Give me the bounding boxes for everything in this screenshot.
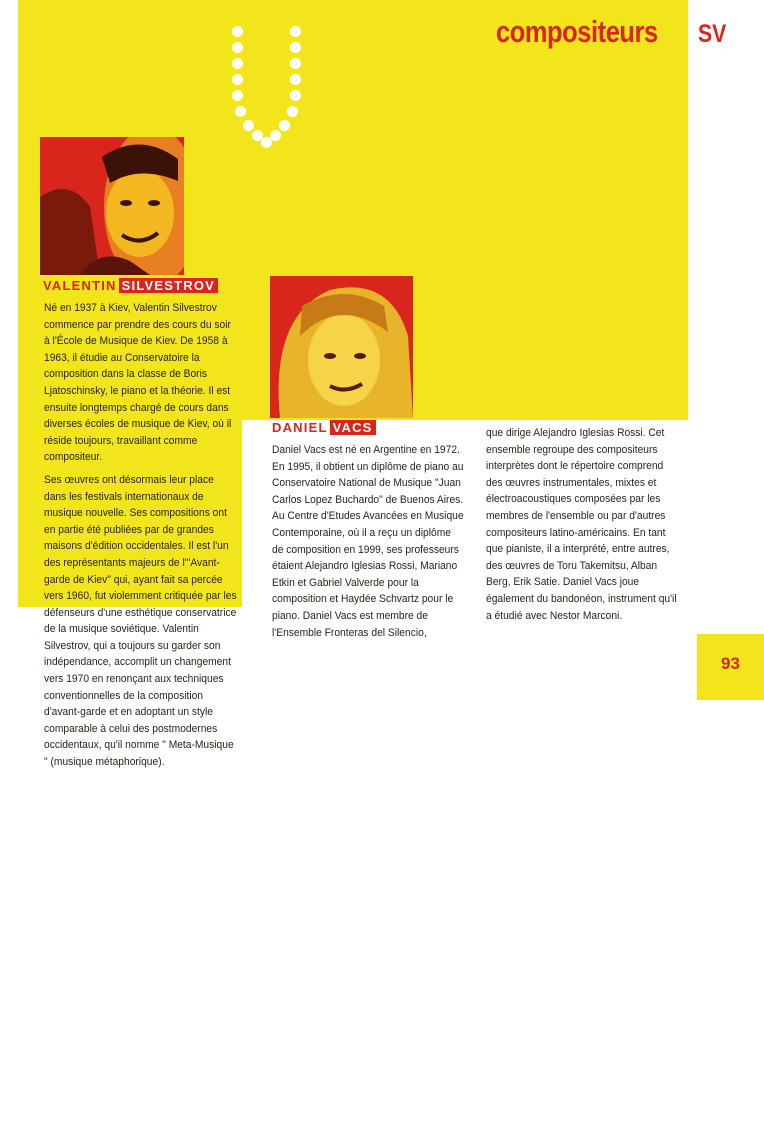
bio-silvestrov (44, 300, 238, 777)
portrait-image (270, 276, 413, 418)
composer-first-name: VALENTIN (43, 278, 117, 293)
bio-vacs-col-1: Daniel Vacs est né en Argentine en 1972. En 1995, il obtient un diplôme de piano au Conservatoire National de Musique "Juan Carlos Lopez Buchardo" de Buenos Aires. Au Centre d'Etudes Avancées en Musique Contemporaine, où il a reçu un diplôme de composition en 1999, ses professeurs étaient Alejandro Iglesias Rossi, Mariano Etkin et Gabriel Valverde pour la composition et Haydée Schvartz pour le piano. Daniel Vacs est membre de l'Ensemble Fronteras del Silencio, (272, 444, 464, 639)
page-title: compositeurs (496, 14, 658, 49)
portrait-image (40, 137, 184, 275)
composer-last-name: SILVESTROV (119, 278, 218, 293)
bio-paragraph: Né en 1937 à Kiev, Valentin Silvestrov commence par prendre des cours du soir à l'École de Musique de Kiev. De 1958 à 1963, il étudie au Conservatoire la composition dans la classe de Boris Ljatoschinsky, le piano et la théorie. Il est ensuite longtemps chargé de cours dans diverses écoles de musique de Kiev, où il réside toujours, travaillant comme compositeur. (44, 302, 232, 464)
composer-first-name: DANIEL (272, 420, 328, 435)
composer-photo-silvestrov (40, 137, 184, 275)
section-code: SV (698, 20, 727, 48)
composer-last-name: VACS (330, 420, 376, 435)
bio-paragraph: Ses œuvres ont désormais leur place dans les festivals internationaux de musique nouvelle. Ses compositions ont en partie été publiées par de grandes maisons d'édition occidentales. Il est l'un des représentants majeurs de l'"Avant-garde de Kiev" qui, ayant fait sa percée vers 1960, fut violemment critiquée par les défenseurs d'une esthétique conservatrice de la musique soviétique. Valentin Silvestrov, qui a toujours su garder son indépendance, accomplit un changement vers 1970 en renonçant aux techniques conventionnelles de la composition d'avant-garde et en adoptant un style comparable à celui des postmodernes occidentaux, qu'il nomme " Meta-Musique " (musique métaphorique). (44, 473, 237, 769)
composer-name-vacs (272, 420, 376, 435)
composer-name-silvestrov (43, 278, 218, 293)
composer-photo-vacs (270, 276, 413, 418)
page-number: 93 (721, 654, 740, 673)
bio-vacs-col-2: que dirige Alejandro Iglesias Rossi. Cet ensemble regroupe des compositeurs interprètes dont le répertoire comprend des œuvres instrumentales, mixtes et électroacoustiques composées par les membres de l'ensemble ou par d'autres compositeurs latino-américains. En tant que pianiste, il a interprété, entre autres, des œuvres de Toru Takemitsu, Alban Berg, Erik Satie. Daniel Vacs joue également du bandonéon, instrument qu'il a étudié avec Nestor Marconi. (486, 427, 677, 622)
